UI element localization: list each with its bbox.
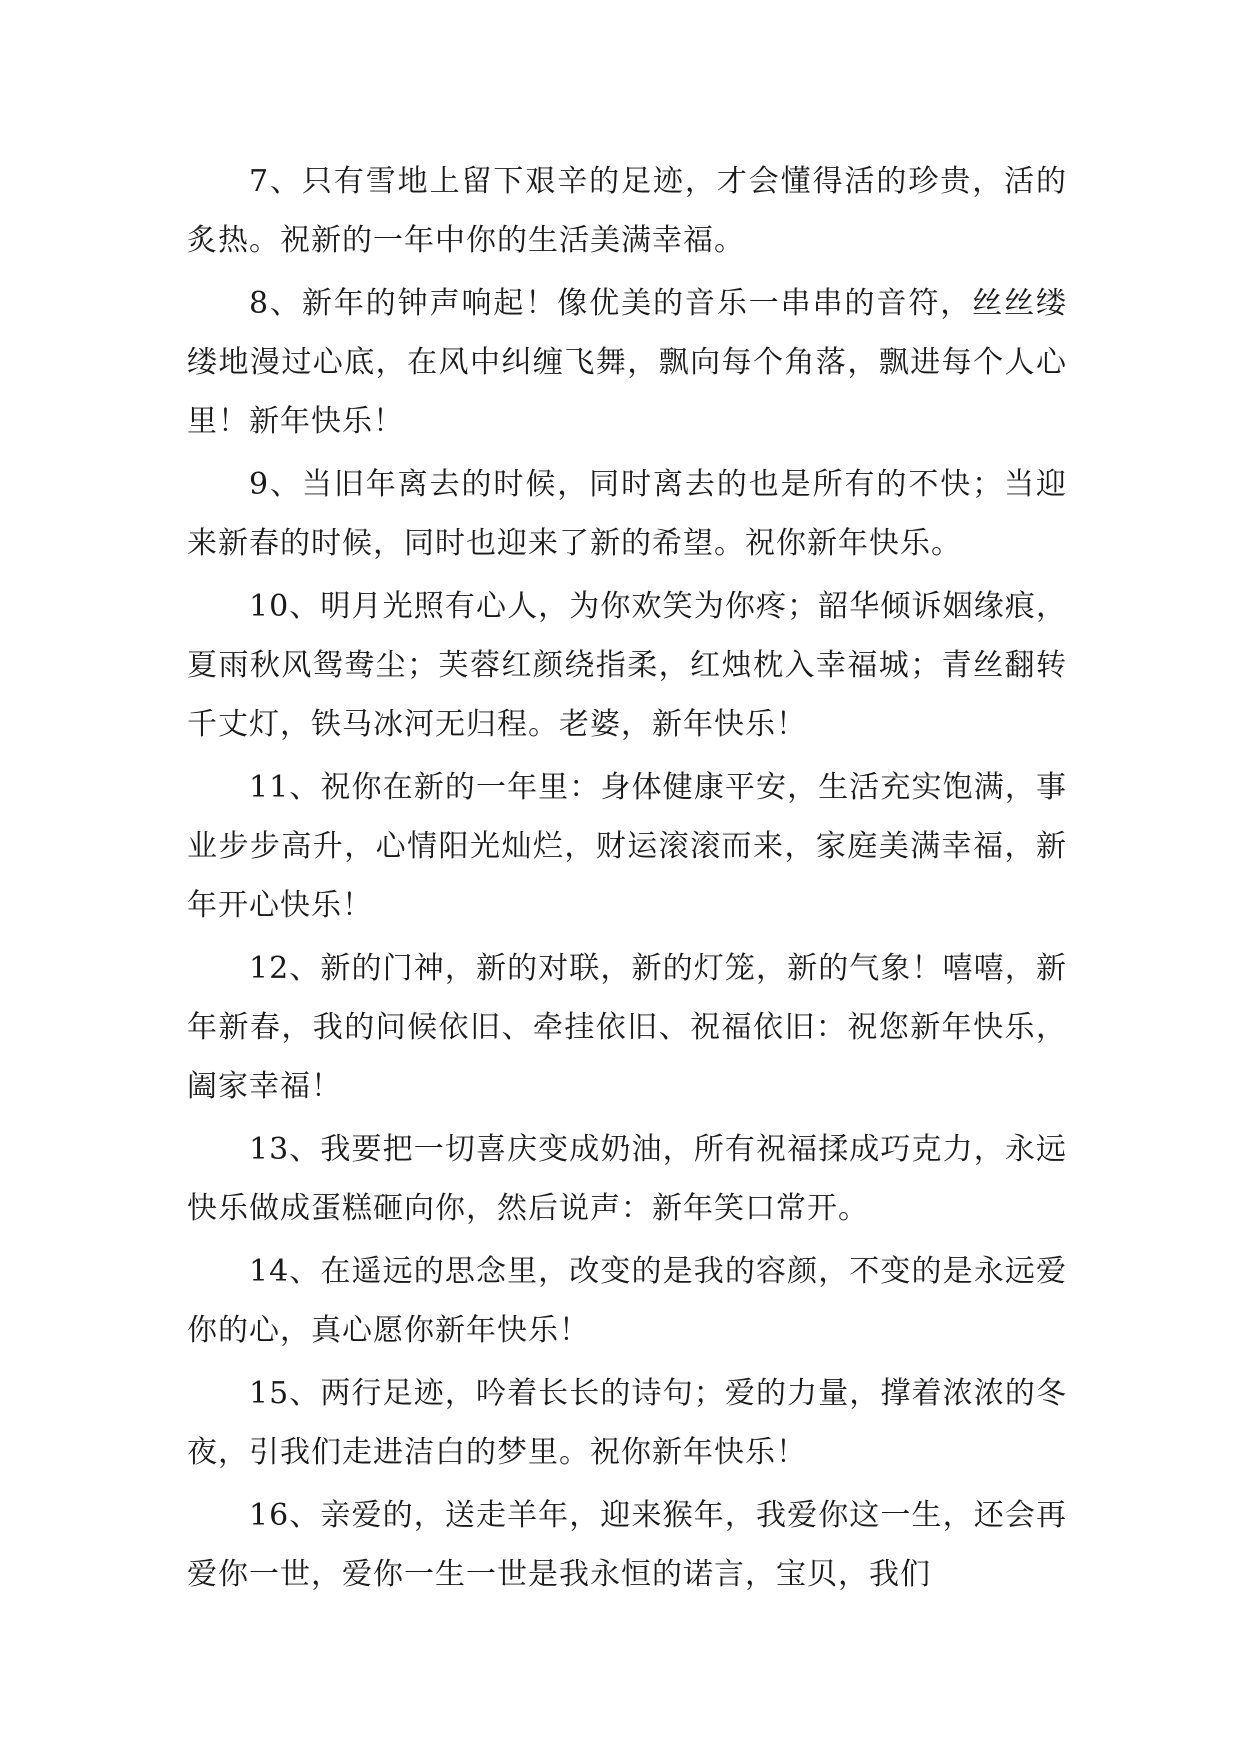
paragraph-16: 16、亲爱的，送走羊年，迎来猴年，我爱你这一生，还会再爱你一世，爱你一生一世是我永恒的诺言，宝贝，我们 xyxy=(187,1498,1067,1592)
paragraph-15: 15、两行足迹，吟着长长的诗句；爱的力量，撑着浓浓的冬夜，引我们走进洁白的梦里。祝你新年快乐！ xyxy=(187,1376,1067,1470)
paragraph-12: 12、新的门神，新的对联，新的灯笼，新的气象！嘻嘻，新年新春，我的问候依旧、牵挂依旧、祝福依旧：祝您新年快乐，阖家幸福！ xyxy=(187,951,1067,1104)
paragraph-9: 9、当旧年离去的时候，同时离去的也是所有的不快；当迎来新春的时候，同时也迎来了新的希望。祝你新年快乐。 xyxy=(187,467,1067,561)
paragraph-14: 14、在遥远的思念里，改变的是我的容颜，不变的是永远爱你的心，真心愿你新年快乐！ xyxy=(187,1254,1067,1348)
paragraph-11: 11、祝你在新的一年里：身体健康平安，生活充实饱满，事业步步高升，心情阳光灿烂，财运滚滚而来，家庭美满幸福，新年开心快乐！ xyxy=(187,770,1067,923)
paragraph-13: 13、我要把一切喜庆变成奶油，所有祝福揉成巧克力，永远快乐做成蛋糕砸向你，然后说声：新年笑口常开。 xyxy=(187,1132,1067,1226)
paragraph-10: 10、明月光照有心人，为你欢笑为你疼；韶华倾诉姻缘痕，夏雨秋风鸳鸯尘；芙蓉红颜绕指柔，红烛枕入幸福城；青丝翻转千丈灯，铁马冰河无归程。老婆，新年快乐！ xyxy=(187,589,1067,742)
paragraph-7: 7、只有雪地上留下艰辛的足迹，才会懂得活的珍贵，活的炙热。祝新的一年中你的生活美满幸福。 xyxy=(187,164,1067,258)
document-body xyxy=(187,152,1067,1608)
paragraph-8: 8、新年的钟声响起！像优美的音乐一串串的音符，丝丝缕缕地漫过心底，在风中纠缠飞舞，飘向每个角落，飘进每个人心里！新年快乐！ xyxy=(187,286,1067,439)
